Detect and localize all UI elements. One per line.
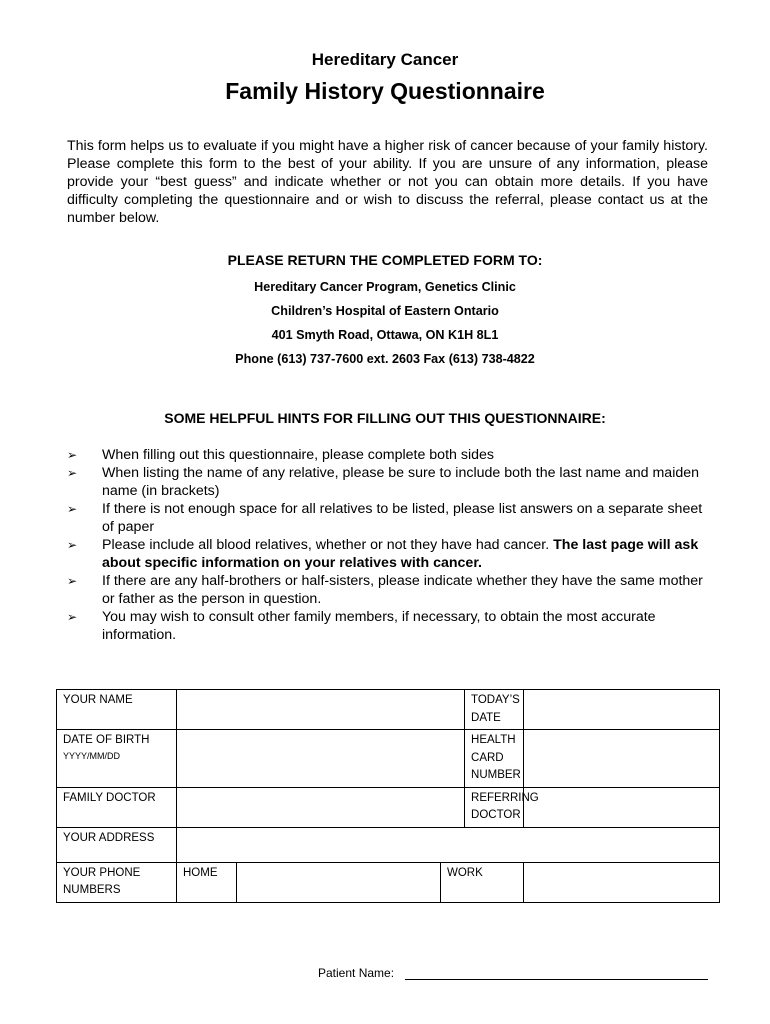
work-phone-field[interactable]	[524, 862, 720, 902]
health-card-label: HEALTH CARD NUMBER	[465, 730, 524, 788]
hint-item	[67, 500, 712, 536]
hint-item	[67, 464, 712, 500]
family-doctor-field[interactable]	[177, 787, 465, 827]
your-address-label: YOUR ADDRESS	[57, 827, 177, 862]
arrow-bullet-icon: ➢	[67, 574, 78, 588]
return-address-line-3: 401 Smyth Road, Ottawa, ON K1H 8L1	[271, 328, 499, 342]
date-of-birth-label	[57, 730, 177, 788]
return-heading: PLEASE RETURN THE COMPLETED FORM TO:	[227, 252, 543, 268]
hint-text: If there is not enough space for all relatives to be listed, please list answers on a separate sheet of paper	[102, 501, 703, 535]
todays-date-field[interactable]	[524, 690, 720, 730]
arrow-bullet-icon: ➢	[67, 502, 78, 516]
arrow-bullet-icon: ➢	[67, 538, 78, 552]
hint-text-bold: The last page will ask about specific information on your relatives with cancer.	[102, 537, 699, 571]
patient-name-label: Patient Name:	[318, 966, 395, 980]
family-doctor-label: FAMILY DOCTOR	[57, 787, 177, 827]
arrow-bullet-icon: ➢	[67, 610, 78, 624]
your-name-field[interactable]	[177, 690, 465, 730]
home-phone-field[interactable]	[237, 862, 441, 902]
hint-item	[67, 536, 712, 572]
referring-doctor-field[interactable]	[524, 787, 720, 827]
work-phone-label: WORK	[441, 862, 524, 902]
hint-text: You may wish to consult other family members, if necessary, to obtain the most accurate information.	[102, 609, 656, 643]
date-of-birth-text: DATE OF BIRTH	[63, 734, 150, 746]
arrow-bullet-icon: ➢	[67, 466, 78, 480]
referring-doctor-label: REFERRING DOCTOR	[465, 787, 524, 827]
phone-numbers-label: YOUR PHONE NUMBERS	[57, 862, 177, 902]
hint-text: When listing the name of any relative, please be sure to include both the last name and maiden name (in brackets)	[102, 465, 700, 499]
date-of-birth-field[interactable]	[177, 730, 465, 788]
your-address-field[interactable]	[177, 827, 720, 862]
form-subtitle: Hereditary Cancer	[311, 50, 459, 69]
return-address-line-2: Children’s Hospital of Eastern Ontario	[271, 304, 499, 318]
dob-format-hint: YYYY/MM/DD	[63, 750, 121, 761]
hint-item	[67, 446, 712, 464]
health-card-field[interactable]	[524, 730, 720, 788]
patient-name-field[interactable]	[405, 979, 708, 980]
hint-text: When filling out this questionnaire, please complete both sides	[102, 447, 494, 463]
intro-paragraph: This form helps us to evaluate if you might have a higher risk of cancer because of your family history. Please complete this form to the best of your ability. If you are unsure of any information, please provide your “best guess” and indicate whether or not you can obtain more details. If you have difficulty completing the questionnaire and or wish to discuss the referral, please contact us at the number below.	[67, 138, 708, 226]
form-title: Family History Questionnaire	[225, 78, 545, 104]
return-contact-phone-fax: Phone (613) 737-7600 ext. 2603 Fax (613) 738-4822	[235, 352, 535, 366]
your-name-label: YOUR NAME	[57, 690, 177, 730]
return-address-line-1: Hereditary Cancer Program, Genetics Clinic	[254, 280, 516, 294]
hint-item	[67, 608, 712, 644]
hints-list	[67, 446, 712, 644]
patient-info-table	[56, 689, 720, 903]
home-phone-label: HOME	[177, 862, 237, 902]
todays-date-label: TODAY’S DATE	[465, 690, 524, 730]
hint-text: If there are any half-brothers or half-sisters, please indicate whether they have the same mother or father as the person in question.	[102, 573, 703, 607]
hints-heading: SOME HELPFUL HINTS FOR FILLING OUT THIS QUESTIONNAIRE:	[164, 410, 606, 426]
hint-item	[67, 572, 712, 608]
arrow-bullet-icon: ➢	[67, 448, 78, 462]
hint-text: Please include all blood relatives, whether or not they have had cancer.	[102, 537, 554, 553]
